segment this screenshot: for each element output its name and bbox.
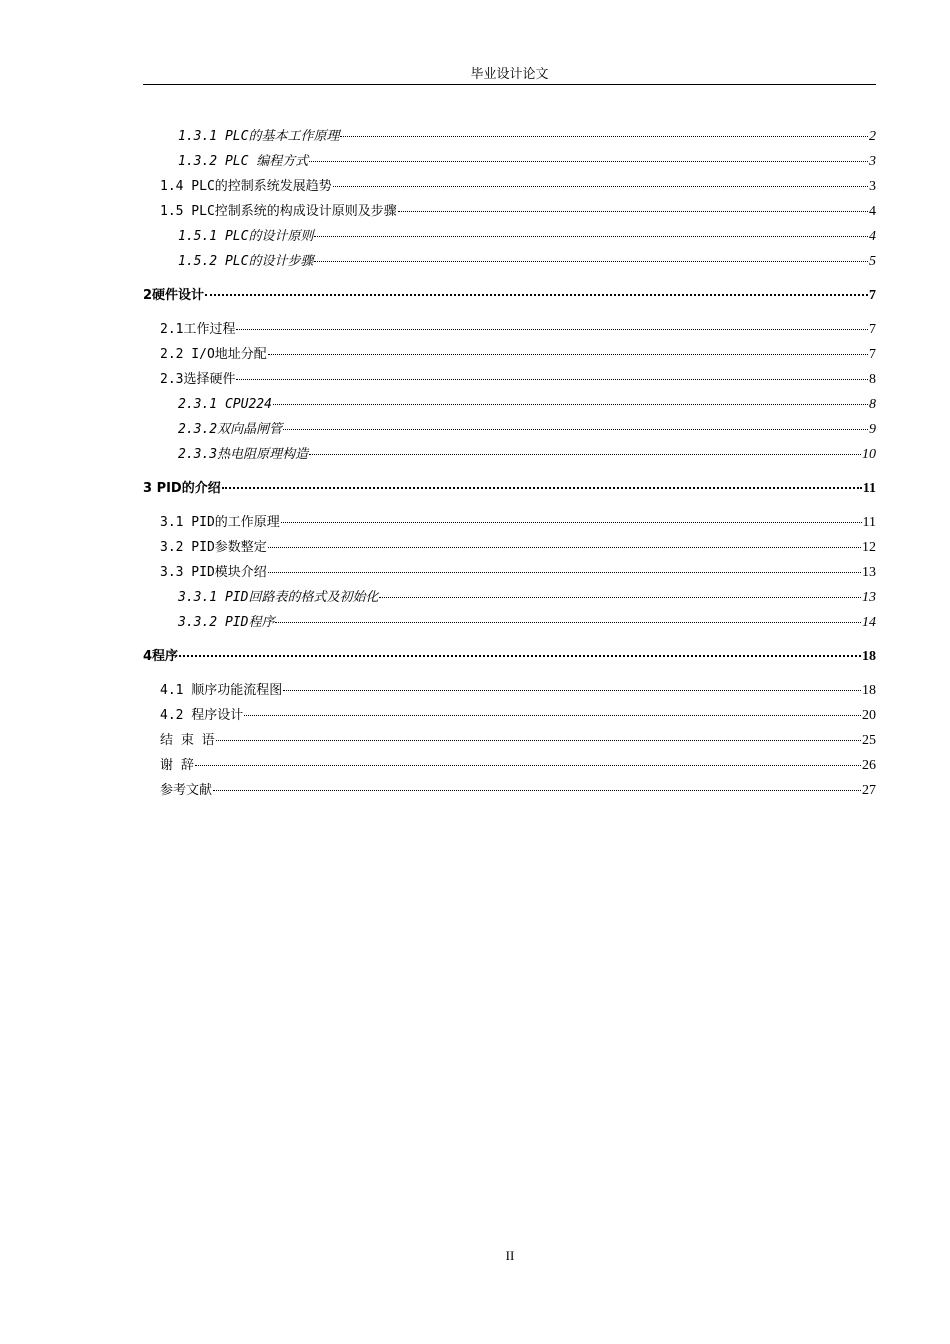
toc-entry[interactable]	[143, 392, 876, 417]
toc-leader-dots	[268, 547, 861, 548]
toc-entry-page: 25	[862, 733, 876, 748]
toc-entry[interactable]	[143, 535, 876, 560]
page-header: 毕业设计论文	[470, 67, 549, 82]
toc-entry-title: 4程序	[143, 649, 179, 664]
toc-entry-page: 8	[869, 397, 876, 412]
toc-chapter-entry[interactable]	[143, 644, 876, 669]
toc-entry-title: 谢 辞	[160, 758, 194, 773]
toc-entry-title: 1.3.2 PLC 编程方式	[178, 154, 309, 169]
toc-entry-page: 14	[862, 615, 876, 630]
toc-entry-page: 18	[862, 683, 876, 698]
toc-leader-dots	[281, 522, 862, 523]
toc-entry-title: 3.3.1 PID回路表的格式及初始化	[178, 590, 379, 605]
toc-leader-dots	[333, 186, 868, 187]
toc-entry-page: 7	[869, 322, 876, 337]
toc-leader-dots	[273, 404, 868, 405]
toc-entry[interactable]	[143, 778, 876, 803]
toc-entry-title: 参考文献	[160, 783, 213, 798]
toc-entry-title: 1.5.2 PLC的设计步骤	[178, 254, 314, 269]
toc-entry-page: 5	[869, 254, 876, 269]
toc-entry[interactable]	[143, 753, 876, 778]
toc-entry-page: 11	[862, 515, 876, 530]
toc-entry-page: 3	[869, 179, 876, 194]
toc-entry-page: 12	[862, 540, 876, 555]
toc-entry-page: 4	[869, 229, 876, 244]
toc-entry-page: 4	[869, 204, 876, 219]
toc-entry[interactable]	[143, 342, 876, 367]
toc-entry-title: 1.5.1 PLC的设计原则	[178, 229, 314, 244]
toc-entry-title: 2.3.1 CPU224	[178, 397, 272, 412]
toc-chapter-entry[interactable]	[143, 283, 876, 308]
toc-entry-page: 11	[862, 481, 876, 496]
toc-entry-page: 3	[869, 154, 876, 169]
toc-entry-title: 3.3 PID模块介绍	[160, 565, 267, 580]
toc-entry-title: 1.3.1 PLC的基本工作原理	[178, 129, 340, 144]
toc-chapter-entry[interactable]	[143, 476, 876, 501]
toc-entry[interactable]	[143, 703, 876, 728]
toc-leader-dots	[213, 790, 861, 791]
toc-leader-dots	[268, 354, 868, 355]
toc-entry-title: 4.2 程序设计	[160, 708, 244, 723]
toc-entry[interactable]	[143, 317, 876, 342]
toc-entry[interactable]	[143, 442, 876, 467]
toc-entry[interactable]	[143, 585, 876, 610]
toc-leader-dots	[283, 429, 868, 430]
toc-entry[interactable]	[143, 124, 876, 149]
toc-leader-dots	[275, 622, 861, 623]
toc-entry-title: 2.3.2双向晶闸管	[178, 422, 283, 437]
toc-leader-dots	[314, 261, 868, 262]
toc-entry-page: 18	[862, 649, 876, 664]
page-number: II	[505, 1248, 515, 1263]
toc-entry-title: 2.3选择硬件	[160, 372, 236, 387]
toc-entry-page: 9	[869, 422, 876, 437]
toc-leader-dots	[195, 765, 861, 766]
toc-entry[interactable]	[143, 417, 876, 442]
toc-entry-page: 7	[869, 288, 876, 303]
toc-entry[interactable]	[143, 367, 876, 392]
toc-entry-page: 26	[862, 758, 876, 773]
toc-entry-title: 2.3.3热电阻原理构造	[178, 447, 309, 462]
toc-entry-page: 8	[869, 372, 876, 387]
toc-entry-title: 2.2 I/O地址分配	[160, 347, 267, 362]
toc-entry-title: 3 PID的介绍	[143, 481, 221, 496]
toc-leader-dots	[268, 572, 861, 573]
toc-entry-page: 20	[862, 708, 876, 723]
toc-entry-title: 1.4 PLC的控制系统发展趋势	[160, 179, 332, 194]
toc-entry-title: 2硬件设计	[143, 288, 205, 303]
toc-leader-dots	[309, 454, 861, 455]
toc-entry-title: 4.1 顺序功能流程图	[160, 683, 283, 698]
toc-entry[interactable]	[143, 199, 876, 224]
toc-entry-page: 27	[862, 783, 876, 798]
toc-leader-dots	[244, 715, 861, 716]
toc-leader-dots	[216, 740, 861, 741]
toc-entry[interactable]	[143, 560, 876, 585]
toc-entry[interactable]	[143, 249, 876, 274]
toc-entry[interactable]	[143, 174, 876, 199]
header-rule	[143, 84, 876, 85]
toc-leader-dots	[236, 379, 868, 380]
toc-entry-page: 2	[869, 129, 876, 144]
toc-entry-title: 3.2 PID参数整定	[160, 540, 267, 555]
toc-leader-dots	[379, 597, 861, 598]
toc-entry-page: 10	[862, 447, 876, 462]
toc-entry-page: 13	[862, 565, 876, 580]
toc-entry[interactable]	[143, 678, 876, 703]
toc-leader-dots	[283, 690, 861, 691]
toc-leader-dots	[309, 161, 868, 162]
toc-entry-title: 1.5 PLC控制系统的构成设计原则及步骤	[160, 204, 397, 219]
toc-entry[interactable]	[143, 728, 876, 753]
toc-entry-page: 13	[862, 590, 876, 605]
table-of-contents	[143, 124, 876, 803]
toc-entry-title: 3.3.2 PID程序	[178, 615, 275, 630]
toc-entry[interactable]	[143, 610, 876, 635]
toc-leader-dots	[340, 136, 868, 137]
toc-entry-title: 结 束 语	[160, 733, 215, 748]
toc-leader-dots	[222, 487, 862, 489]
toc-leader-dots	[236, 329, 868, 330]
toc-entry[interactable]	[143, 510, 876, 535]
toc-entry-title: 3.1 PID的工作原理	[160, 515, 280, 530]
toc-entry-page: 7	[869, 347, 876, 362]
toc-leader-dots	[179, 655, 861, 657]
toc-entry[interactable]	[143, 149, 876, 174]
toc-leader-dots	[205, 294, 868, 296]
toc-leader-dots	[314, 236, 868, 237]
toc-leader-dots	[398, 211, 868, 212]
toc-entry[interactable]	[143, 224, 876, 249]
toc-entry-title: 2.1工作过程	[160, 322, 236, 337]
